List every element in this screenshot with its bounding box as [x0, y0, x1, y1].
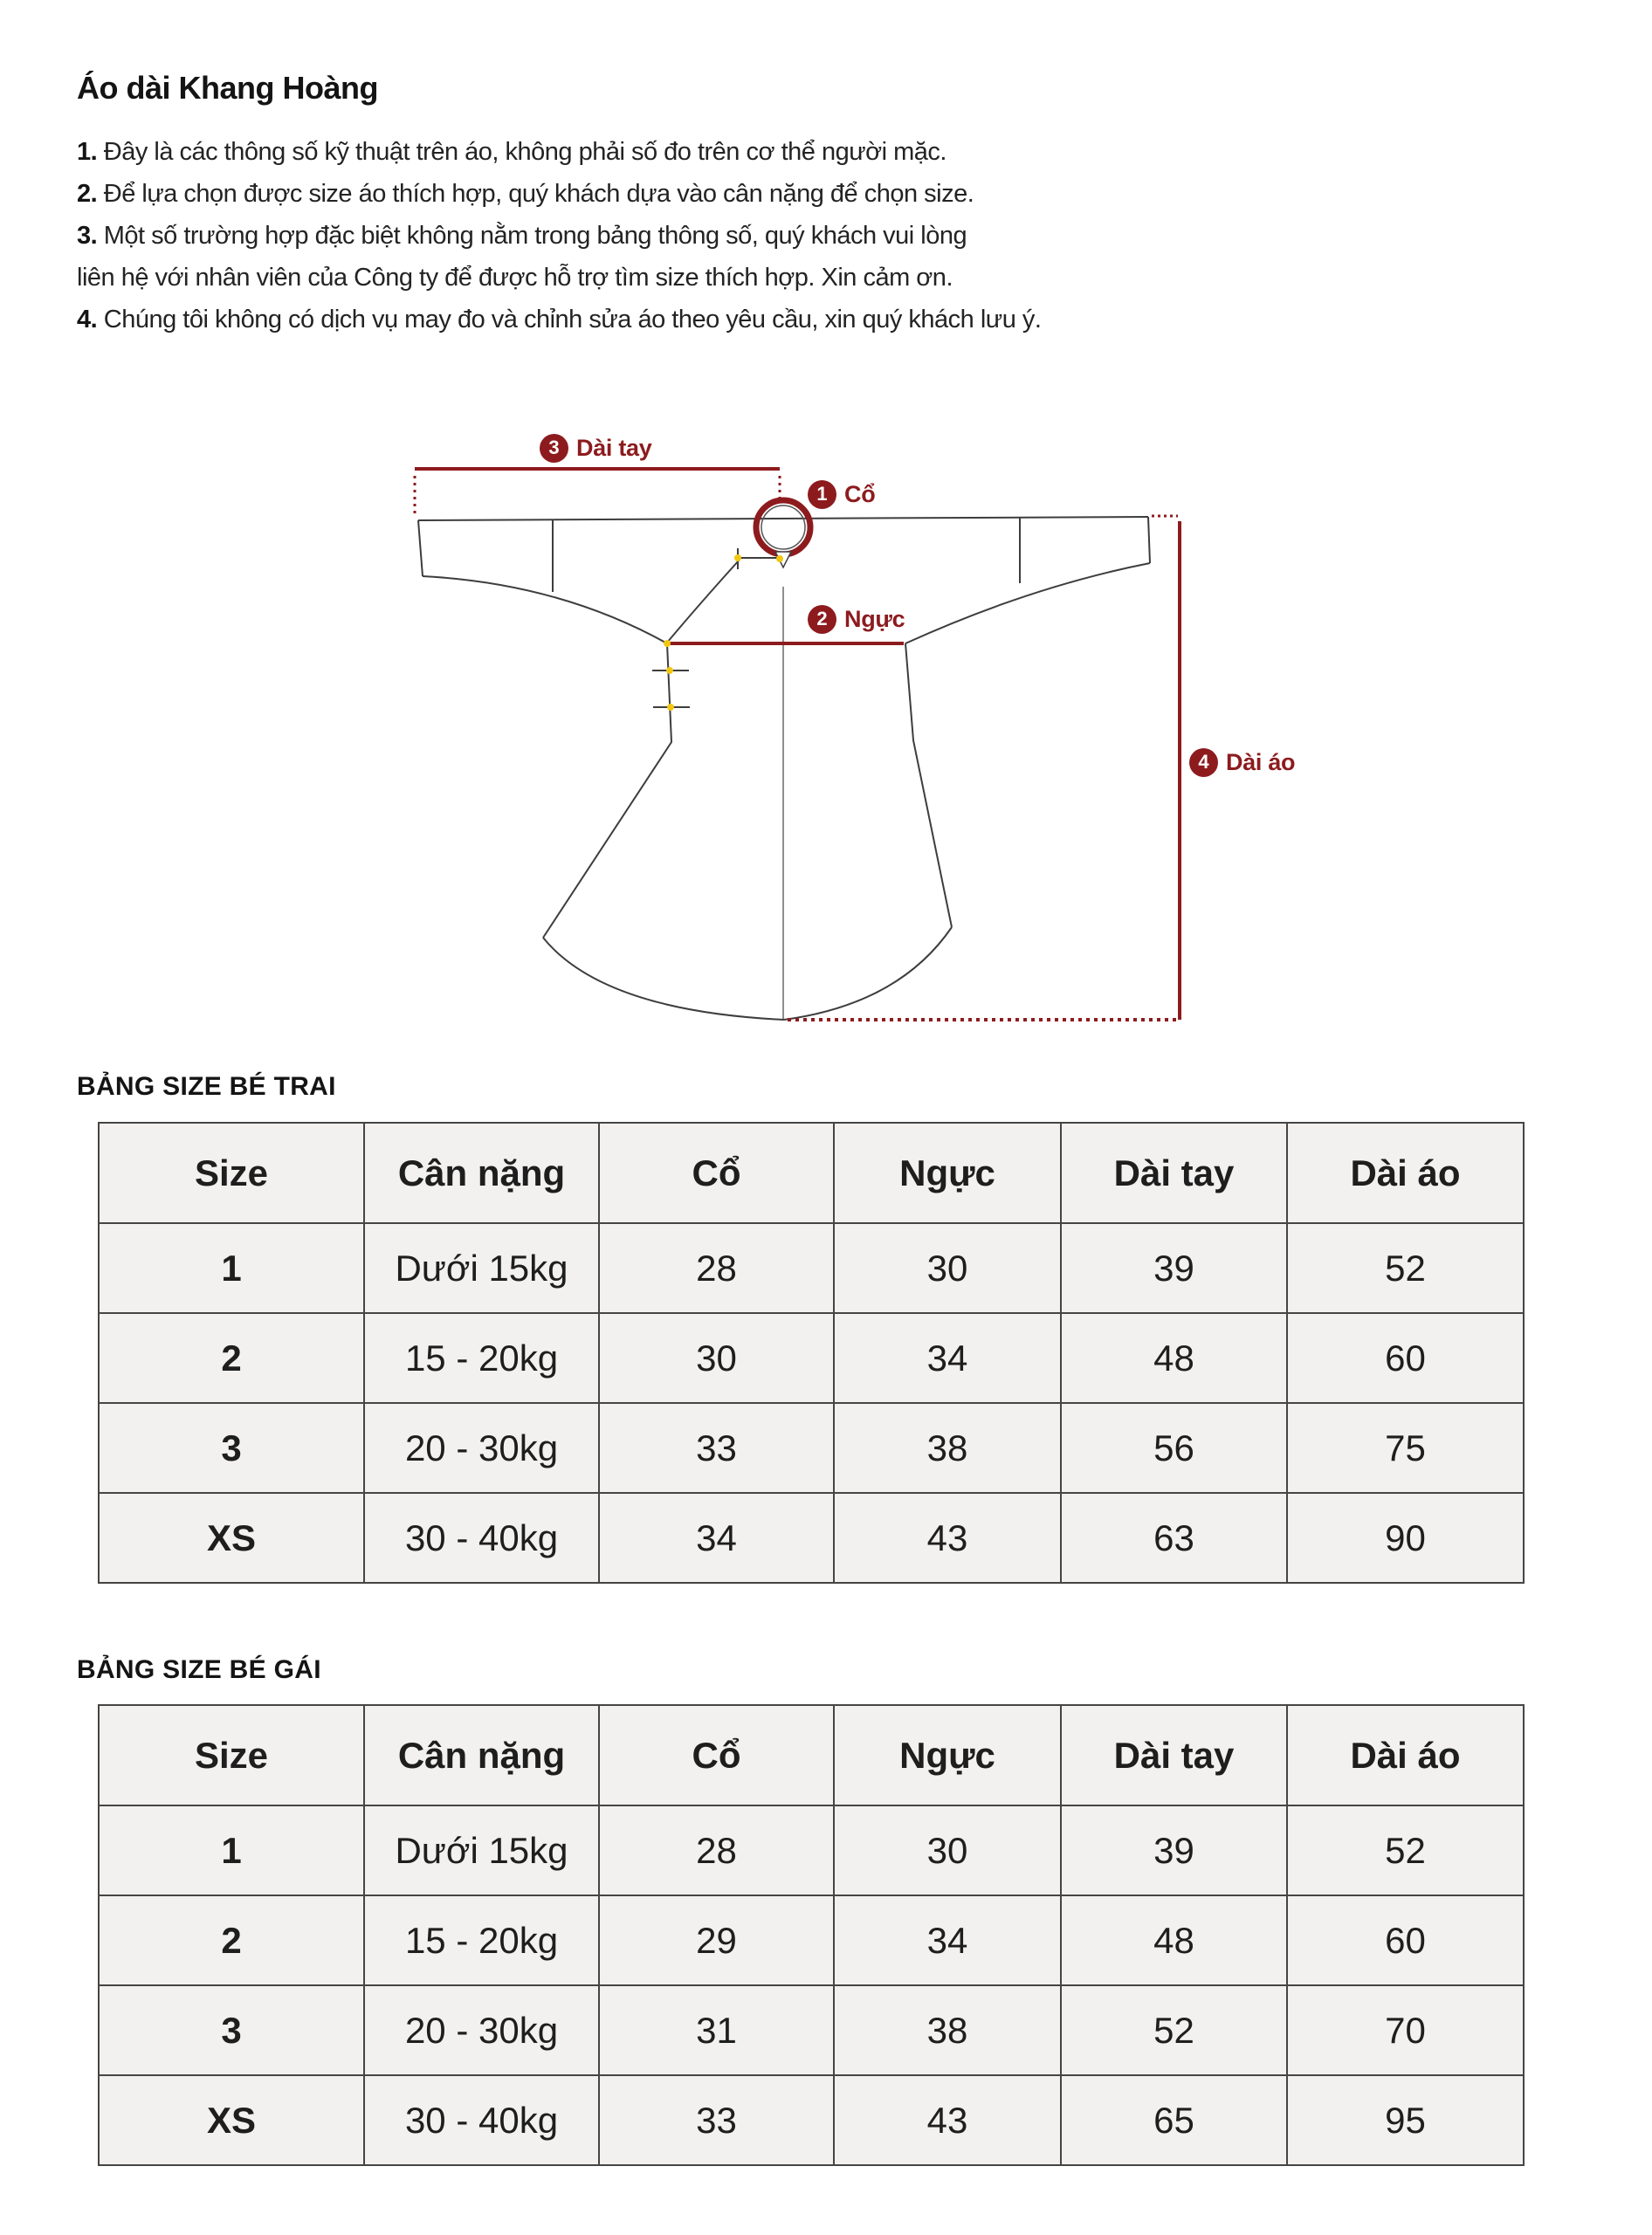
- cell-daitay: 56: [1061, 1403, 1287, 1493]
- cell-daiao: 60: [1287, 1895, 1524, 1985]
- table-row: [99, 1223, 1524, 1313]
- col-header-weight: Cân nặng: [364, 1705, 599, 1805]
- measure-badge-3: 3: [540, 434, 568, 463]
- measure-name-nguc: Ngực: [844, 605, 905, 632]
- cell-nguc: 43: [834, 2075, 1061, 2165]
- cell-weight: 20 - 30kg: [364, 1985, 599, 2075]
- col-header-daiao: Dài áo: [1287, 1705, 1524, 1805]
- note-text: Một số trường hợp đặc biệt không nằm trong bảng thông số, quý khách vui lòng: [97, 222, 967, 250]
- col-header-size: Size: [99, 1705, 364, 1805]
- cell-daiao: 60: [1287, 1313, 1524, 1403]
- cell-nguc: 43: [834, 1493, 1061, 1583]
- boys-table-title: BẢNG SIZE BÉ TRAI: [77, 1072, 336, 1101]
- cell-weight: 20 - 30kg: [364, 1403, 599, 1493]
- note-number: 2.: [77, 180, 98, 208]
- col-header-co: Cổ: [599, 1123, 834, 1223]
- cell-daiao: 90: [1287, 1493, 1524, 1583]
- cell-weight: 15 - 20kg: [364, 1313, 599, 1403]
- table-header-row: [99, 1123, 1524, 1223]
- table-row: [99, 2075, 1524, 2165]
- cell-co: 33: [599, 2075, 834, 2165]
- cell-size: 2: [99, 1895, 364, 1985]
- cell-weight: 30 - 40kg: [364, 1493, 599, 1583]
- garment-outline: [418, 517, 1150, 1020]
- cell-daiao: 95: [1287, 2075, 1524, 2165]
- table-row: [99, 1805, 1524, 1895]
- cell-daiao: 52: [1287, 1223, 1524, 1313]
- cell-size: XS: [99, 2075, 364, 2165]
- col-header-daitay: Dài tay: [1061, 1123, 1287, 1223]
- col-header-daiao: Dài áo: [1287, 1123, 1524, 1223]
- cell-daitay: 48: [1061, 1895, 1287, 1985]
- measure-label-dai-tay: [540, 433, 651, 463]
- cell-co: 34: [599, 1493, 834, 1583]
- table-row: [99, 1895, 1524, 1985]
- measure-name-dai-ao: Dài áo: [1226, 748, 1296, 775]
- boys-size-table: [98, 1122, 1525, 1584]
- table-row: [99, 1313, 1524, 1403]
- col-header-co: Cổ: [599, 1705, 834, 1805]
- cell-weight: 15 - 20kg: [364, 1895, 599, 1985]
- note-text: Chúng tôi không có dịch vụ may đo và chỉnh sửa áo theo yêu cầu, xin quý khách lưu ý.: [97, 306, 1042, 334]
- measure-name-dai-tay: Dài tay: [576, 434, 652, 461]
- cell-daitay: 52: [1061, 1985, 1287, 2075]
- col-header-size: Size: [99, 1123, 364, 1223]
- col-header-weight: Cân nặng: [364, 1123, 599, 1223]
- cell-co: 31: [599, 1985, 834, 2075]
- note-text: Đây là các thông số kỹ thuật trên áo, không phải số đo trên cơ thể người mặc.: [97, 138, 946, 166]
- note-line: [77, 257, 1041, 299]
- note-text: Để lựa chọn được size áo thích hợp, quý khách dựa vào cân nặng để chọn size.: [97, 180, 974, 208]
- cell-nguc: 38: [834, 1985, 1061, 2075]
- note-number: 1.: [77, 138, 98, 166]
- measure-badge-4: 4: [1189, 748, 1218, 777]
- table-row: [99, 1493, 1524, 1583]
- note-line: [77, 299, 1041, 340]
- col-header-daitay: Dài tay: [1061, 1705, 1287, 1805]
- note-number: 4.: [77, 306, 98, 334]
- cell-daitay: 48: [1061, 1313, 1287, 1403]
- note-text: liên hệ với nhân viên của Công ty để được hỗ trợ tìm size thích hợp. Xin cảm ơn.: [77, 264, 953, 292]
- cell-daiao: 52: [1287, 1805, 1524, 1895]
- table-row: [99, 1403, 1524, 1493]
- girls-table-title: BẢNG SIZE BÉ GÁI: [77, 1655, 321, 1684]
- cell-weight: Dưới 15kg: [364, 1223, 599, 1313]
- cell-size: 1: [99, 1223, 364, 1313]
- cell-nguc: 34: [834, 1313, 1061, 1403]
- cell-daiao: 70: [1287, 1985, 1524, 2075]
- measure-label-dai-ao: [1189, 747, 1295, 777]
- table-row: [99, 1985, 1524, 2075]
- cell-daitay: 63: [1061, 1493, 1287, 1583]
- col-header-nguc: Ngực: [834, 1705, 1061, 1805]
- girls-size-table: [98, 1704, 1525, 2166]
- collar-outer-ring: [756, 500, 810, 554]
- cell-weight: 30 - 40kg: [364, 2075, 599, 2165]
- measure-label-nguc: [808, 604, 905, 634]
- note-line: [77, 173, 1041, 215]
- cell-daitay: 39: [1061, 1805, 1287, 1895]
- col-header-nguc: Ngực: [834, 1123, 1061, 1223]
- collar-inner-ring: [761, 505, 805, 549]
- cell-size: 1: [99, 1805, 364, 1895]
- button-dots: [664, 554, 783, 711]
- measure-badge-2: 2: [808, 605, 836, 634]
- cell-size: XS: [99, 1493, 364, 1583]
- note-line: [77, 131, 1041, 173]
- note-line: [77, 215, 1041, 257]
- cell-nguc: 38: [834, 1403, 1061, 1493]
- note-number: 3.: [77, 222, 98, 250]
- measurement-lines: [415, 469, 1180, 1020]
- cell-nguc: 30: [834, 1223, 1061, 1313]
- cell-co: 29: [599, 1895, 834, 1985]
- cell-co: 33: [599, 1403, 834, 1493]
- cell-size: 3: [99, 1985, 364, 2075]
- cell-co: 28: [599, 1223, 834, 1313]
- cell-daitay: 65: [1061, 2075, 1287, 2165]
- cell-size: 2: [99, 1313, 364, 1403]
- cell-nguc: 30: [834, 1805, 1061, 1895]
- cell-daiao: 75: [1287, 1403, 1524, 1493]
- measure-label-co: [808, 479, 875, 509]
- cell-nguc: 34: [834, 1895, 1061, 1985]
- cell-co: 28: [599, 1805, 834, 1895]
- cell-weight: Dưới 15kg: [364, 1805, 599, 1895]
- measure-name-co: Cổ: [844, 480, 876, 507]
- table-header-row: [99, 1705, 1524, 1805]
- measure-badge-1: 1: [808, 480, 836, 509]
- cell-daitay: 39: [1061, 1223, 1287, 1313]
- cell-size: 3: [99, 1403, 364, 1493]
- collar-notch: [775, 552, 791, 567]
- notes-block: [77, 131, 1041, 340]
- cell-co: 30: [599, 1313, 834, 1403]
- page-title: Áo dài Khang Hoàng: [77, 70, 378, 106]
